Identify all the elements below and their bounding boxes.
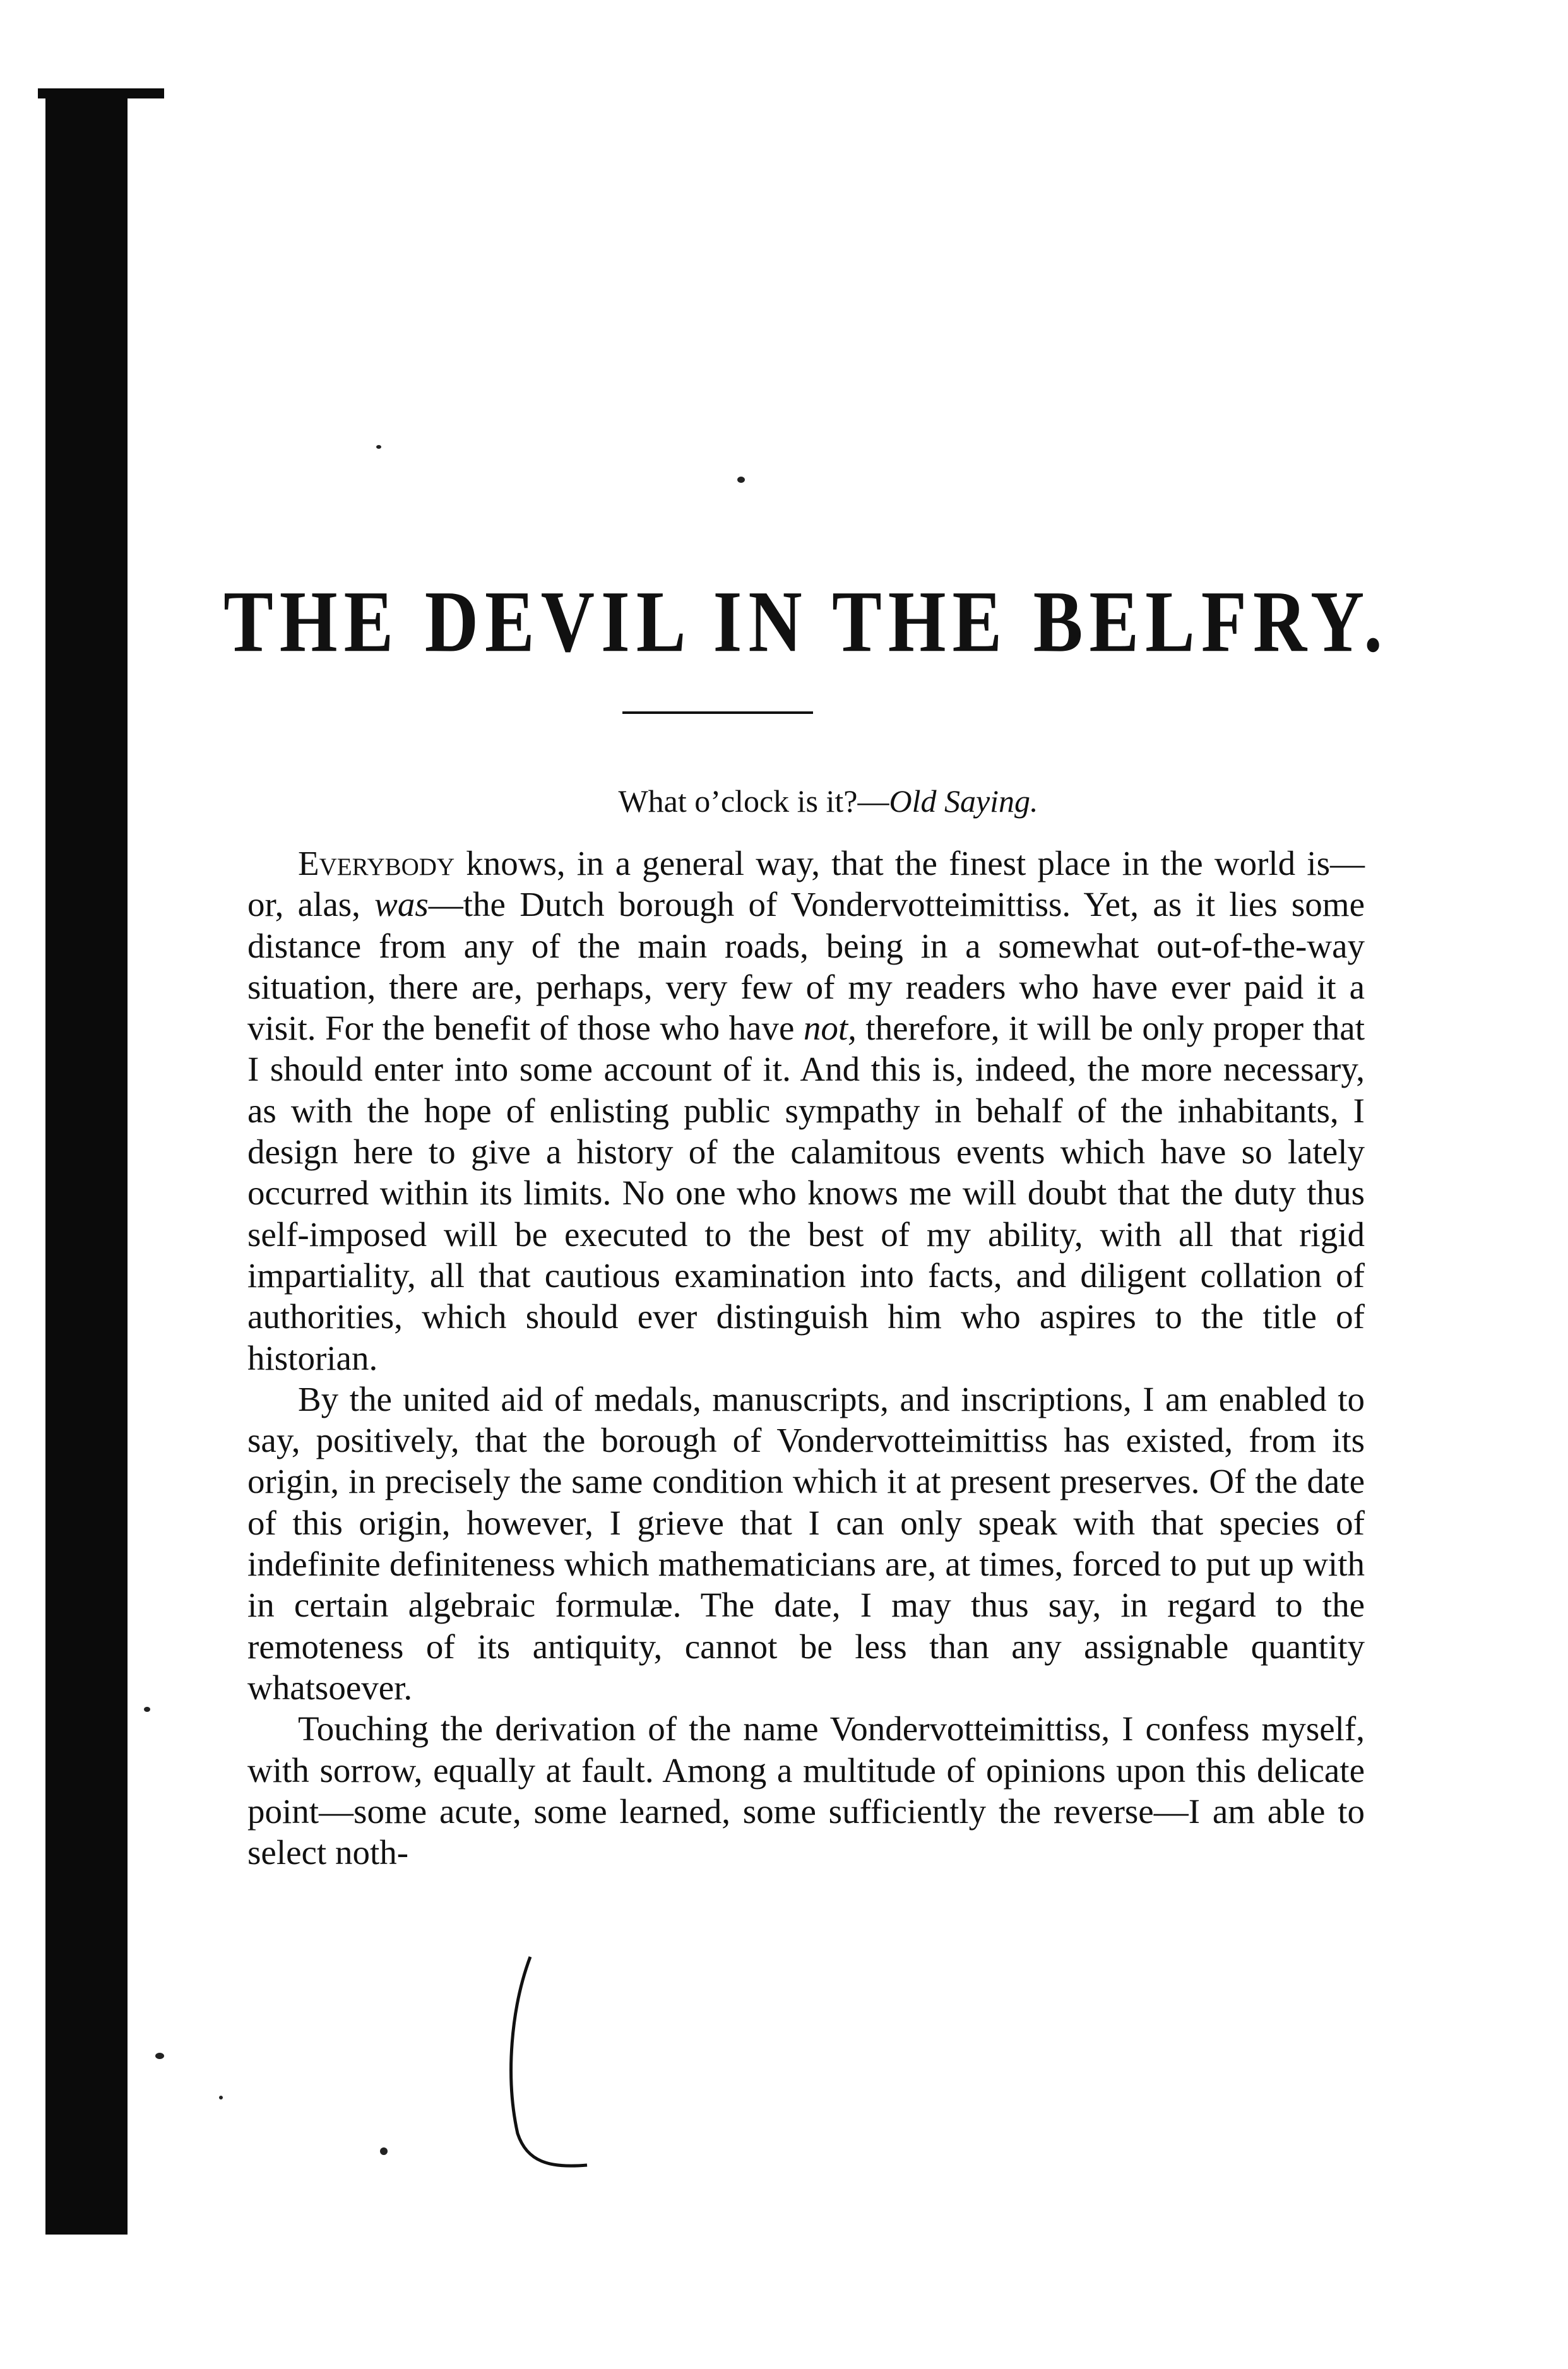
paragraph-text: knows, in a general way, that the finest place in the world is—or, alas, [247,844,1365,924]
title-rule [622,711,813,714]
paragraph-text: therefore, it will be only proper that I should enter into some account of it. And this is, indeed, the more necessary, as with the hope of enlisting public sympathy in behalf of the inhabitants, I design here to give a history of the calamitous events which have so lately occurred within its limits. No one who knows me will doubt that the duty thus self-imposed will be executed to the best of my ability, with all that rigid impartiality, all that cautious examination into facts, and diligent collation of authorities, which should ever distinguish him who aspires to the title of historian. [247,1009,1365,1377]
scan-speck [155,2053,164,2059]
paragraph-1 [247,843,1365,1379]
scan-speck [380,2147,388,2155]
epigraph [0,783,1568,819]
scan-speck [376,445,381,449]
paragraph-lead: Everybody [298,844,455,882]
page-binding-shadow-cap [38,88,164,98]
chapter-title: THE DEVIL IN THE BELFRY. [223,573,1389,670]
body-text [247,843,1365,1873]
paragraph-2: By the united aid of medals, manuscripts, and inscriptions, I am enabled to say, positively, that the borough of Vondervotteimittiss has existed, from its origin, in precisely the same condition which it at present preserves. Of the date of this origin, however, I grieve that I can only speak with that species of indefinite definiteness which mathematicians are, at times, forced to put up with in certain algebraic formulæ. The date, I may thus say, in regard to the remoteness of its antiquity, cannot be less than any assignable quantity whatsoever. [247,1379,1365,1707]
epigraph-quote: What o’clock is it?— [618,783,889,819]
scan-speck [219,2096,223,2099]
paragraph-text: —the Dutch borough of Vondervotteimittiss. Yet, as it lies some distance from any of the main roads, being in a somewhat out-of-the-way situation, there are, perhaps, very few of my readers who have ever paid it a visit. For the benefit of those who have [247,885,1365,1048]
paragraph-3: Touching the derivation of the name Vondervotteimittiss, I confess myself, with sorrow, equally at fault. Among a multitude of opinions upon this delicate point—some acute, some learned, some sufficiently the reverse—I am able to select noth- [247,1709,1365,1872]
pencil-bracket-mark [492,1950,600,2178]
italic-word: not, [803,1009,857,1048]
scan-speck [737,477,745,483]
epigraph-source: Old Saying. [889,783,1038,819]
page-binding-shadow [45,88,128,2235]
italic-word: was [374,885,429,924]
scan-speck [144,1707,150,1712]
